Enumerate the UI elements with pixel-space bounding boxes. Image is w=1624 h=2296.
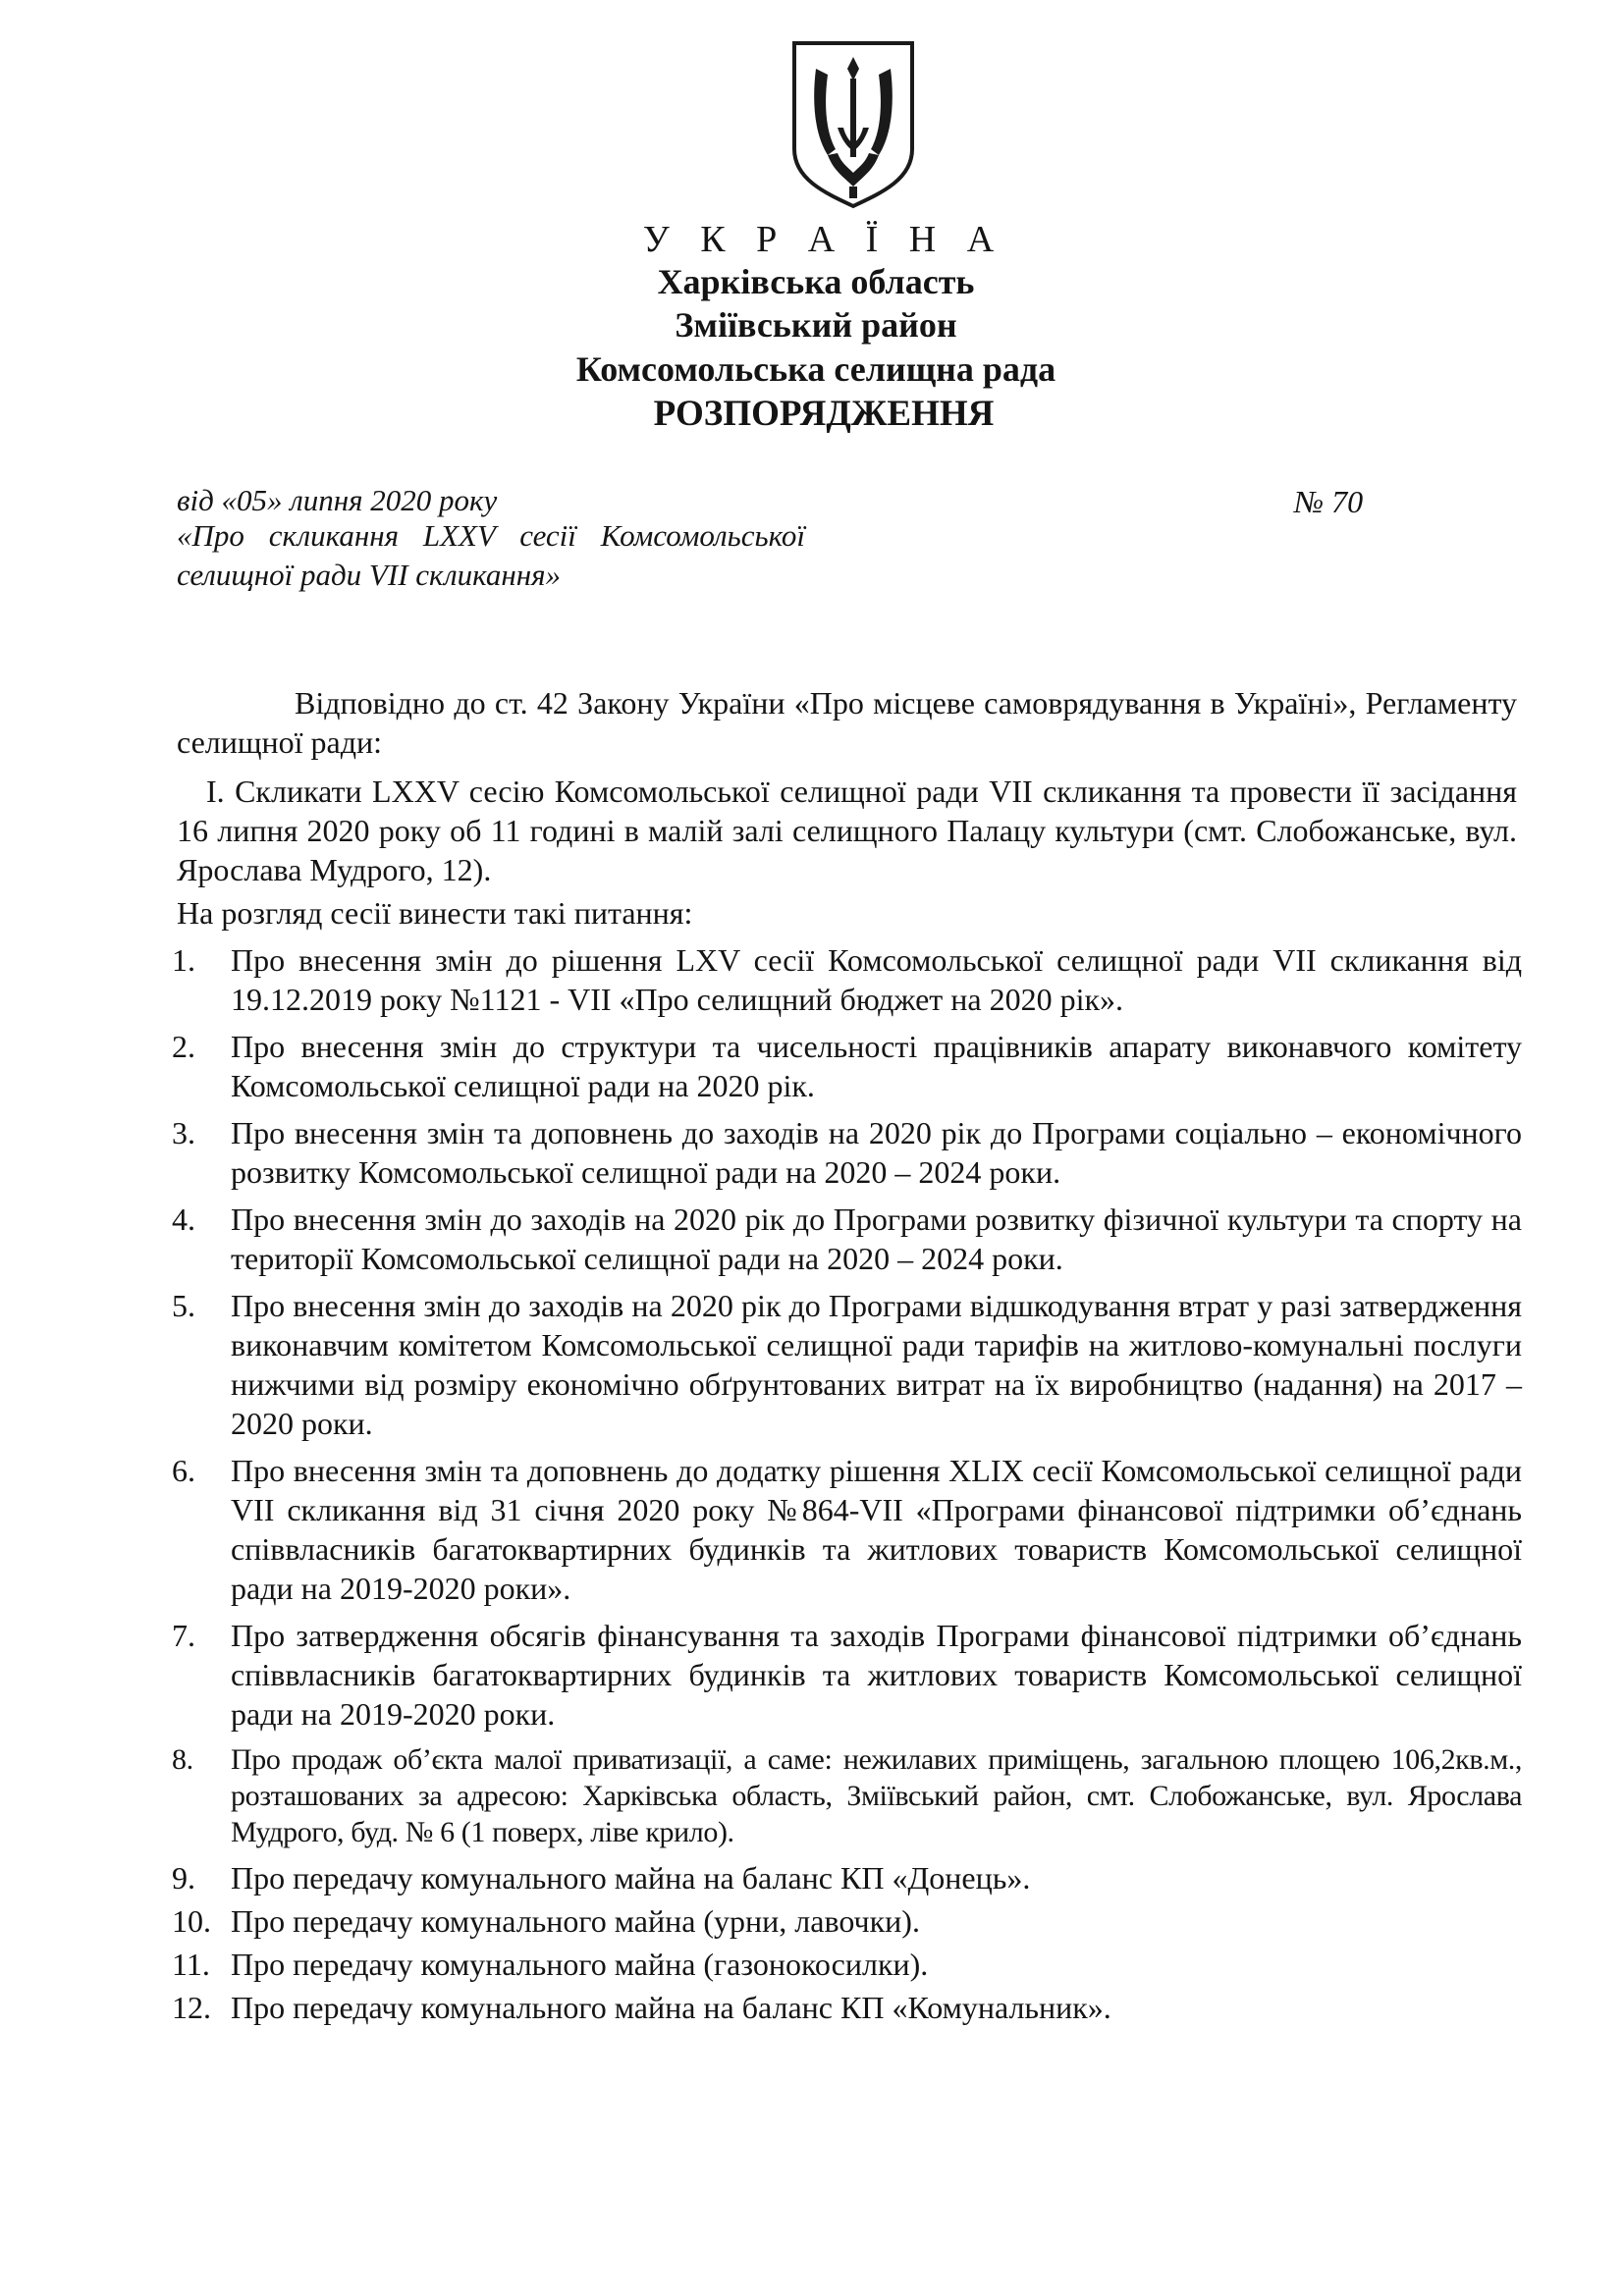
decree-paragraph: І. Скликати LXXV сесію Комсомольської селищної ради VII скликання та провести її засідання 16 липня 2020 року об 11 годині в малій залі селищного Палацу культури (смт. Слобожанське, вул. Ярослава Мудрого, 12). [177,774,1517,887]
agenda-item-number: 12. [172,1990,211,2025]
agenda-item-number: 5. [172,1288,195,1323]
document-number: № 70 [1294,484,1364,519]
agenda-item-text: Про передачу комунального майна (урни, лавочки). [231,1903,920,1939]
agenda-item [172,940,1522,1019]
agenda-item-text: Про передачу комунального майна (газонокосилки). [231,1947,929,1982]
agenda-item-number: 8. [172,1743,193,1776]
agenda-item [172,1200,1522,1278]
council-name: Комсомольська селищна рада [575,349,1056,389]
agenda-item [172,1858,1522,1897]
agenda-item-text: Про передачу комунального майна на баланс КП «Донець». [231,1860,1031,1896]
agenda-item-text: Про внесення змін та доповнень до заходів на 2020 рік до Програми соціально – економічного розвитку Комсомольської селищної ради на 2020 – 2024 роки. [231,1115,1522,1190]
agenda-item [172,1988,1522,2027]
agenda-item-text: Про внесення змін до структури та чисельності працівників апарату виконавчого комітету Комсомольської селищної ради на 2020 рік. [231,1029,1522,1103]
agenda-item-number: 9. [172,1860,195,1896]
document-subject: «Про скликання LXXV сесії Комсомольської селищної ради VII скликання» [177,518,805,592]
agenda-item-number: 4. [172,1201,195,1237]
agenda-item-number: 10. [172,1903,211,1939]
agenda-item [172,1027,1522,1105]
agenda-item-text: Про внесення змін до заходів на 2020 рік до Програми відшкодування втрат у разі затвердження виконавчим комітетом Комсомольської селищної ради тарифів на житлово-комунальні послуги нижчими від розміру економічно обґрунтованих витрат на їх виробництво (надання) на 2017 – 2020 роки. [231,1288,1522,1441]
agenda-item [172,1901,1522,1941]
document-type: РОЗПОРЯДЖЕННЯ [653,394,995,434]
agenda-item-number: 11. [172,1947,210,1982]
agenda-item-text: Про передачу комунального майна на баланс КП «Комунальник». [231,1990,1111,2025]
agenda-item [172,1113,1522,1192]
agenda-item-number: 2. [172,1029,195,1064]
agenda-item [172,1741,1522,1850]
agenda-item-text: Про затвердження обсягів фінансування та заходів Програми фінансової підтримки об’єднань співвласників багатоквартирних будинків та житлових товариств Комсомольської селищної ради на 2019-2020 роки. [231,1618,1522,1732]
agenda-item [172,1945,1522,1984]
agenda-item-number: 7. [172,1618,195,1653]
coat-of-arms-icon [788,39,918,210]
agenda-item-number: 6. [172,1453,195,1488]
agenda-heading: На розгляд сесії винести такі питання: [177,895,693,931]
agenda-item-text: Про продаж об’єкта малої приватизації, а саме: нежилавих приміщень, загальною площею 106,2кв.м., розташованих за адресою: Харківська область, Зміївський район, смт. Слобожанське, вул. Ярослава Мудрого, буд. № 6 (1 поверх, ліве крило). [231,1743,1522,1848]
agenda-item [172,1286,1522,1443]
agenda-item [172,1451,1522,1608]
agenda-item-text: Про внесення змін до заходів на 2020 рік до Програми розвитку фізичної культури та спорту на території Комсомольської селищної ради на 2020 – 2024 роки. [231,1201,1522,1276]
agenda-item [172,1616,1522,1734]
oblast-name: Харківська область [657,262,975,301]
document-date: від «05» липня 2020 року [177,483,498,517]
rayon-name: Зміївський район [675,305,957,345]
intro-paragraph: Відповідно до ст. 42 Закону України «Про місцеве самоврядування в Україні», Регламенту селищної ради: [177,685,1517,760]
agenda-item-text: Про внесення змін та доповнень до додатку рішення XLIX сесії Комсомольської селищної ради VII скликання від 31 січня 2020 року №864-VII «Програми фінансової підтримки об’єднань співвласників багатоквартирних будинків та житлових товариств Комсомольської селищної ради на 2019-2020 роки». [231,1453,1522,1606]
agenda-list [172,940,1522,2031]
agenda-item-number: 3. [172,1115,195,1150]
country-name: У К Р А Ї Н А [642,219,1005,260]
agenda-item-text: Про внесення змін до рішення LXV сесії Комсомольської селищної ради VII скликання від 19.12.2019 року №1121 - VII «Про селищний бюджет на 2020 рік». [231,942,1522,1017]
agenda-item-number: 1. [172,942,195,978]
